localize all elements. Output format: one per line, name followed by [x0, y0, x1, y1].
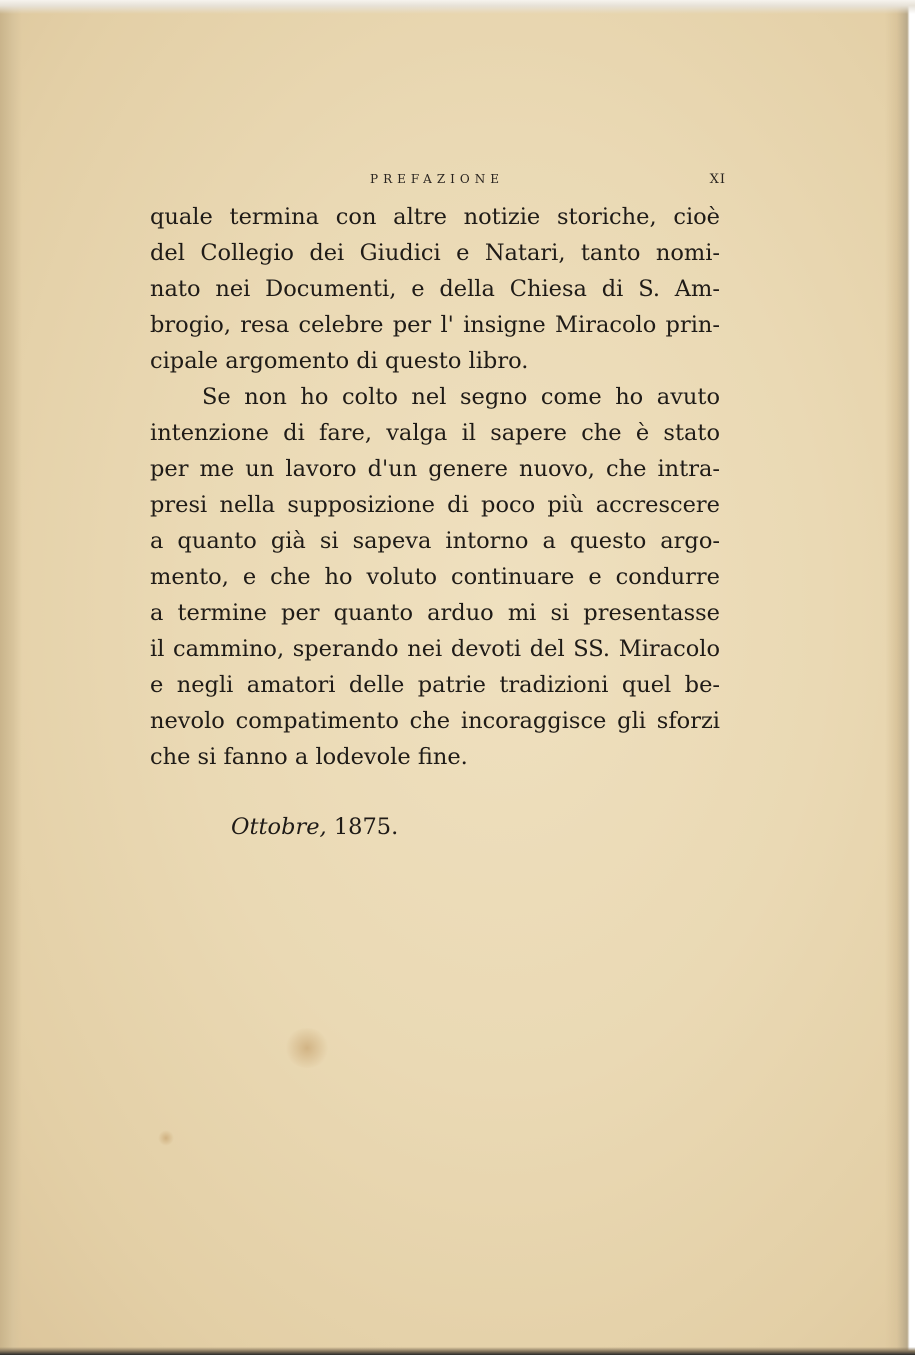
page-bottom-edge: [0, 1347, 915, 1355]
text-line: a quanto già si sapeva intorno a questo argo-: [150, 528, 720, 554]
text-line: brogio, resa celebre per l' insigne Miracolo prin-: [150, 312, 720, 338]
text-line: per me un lavoro d'un genere nuovo, che intra-: [150, 456, 720, 482]
page-gutter-shadow: [0, 0, 22, 1355]
dateline-month: Ottobre,: [231, 814, 327, 840]
paragraph-1: [150, 199, 720, 379]
paper-stain: [158, 1130, 174, 1146]
text-line: a termine per quanto arduo mi si presentasse: [150, 600, 720, 626]
body-text: [150, 199, 720, 775]
text-line: il cammino, sperando nei devoti del SS. Miracolo: [150, 636, 720, 662]
text-line: e negli amatori delle patrie tradizioni quel be-: [150, 672, 720, 698]
running-head: [150, 172, 726, 192]
page-right-edge: [885, 0, 915, 1355]
dateline: [231, 814, 398, 840]
running-head-title: PREFAZIONE: [370, 172, 504, 186]
text-line: che si fanno a lodevole fine.: [150, 744, 468, 770]
text-line: mento, e che ho voluto continuare e condurre: [150, 564, 720, 590]
text-line: quale termina con altre notizie storiche, cioè: [150, 204, 720, 230]
text-line: nevolo compatimento che incoraggisce gli sforzi: [150, 708, 720, 734]
text-line: intenzione di fare, valga il sapere che è stato: [150, 420, 720, 446]
text-line: del Collegio dei Giudici e Natari, tanto nomi-: [150, 240, 720, 266]
paper-stain: [284, 1028, 330, 1068]
text-line: Se non ho colto nel segno come ho avuto: [202, 384, 720, 410]
text-line: presi nella supposizione di poco più accrescere: [150, 492, 720, 518]
text-line: cipale argomento di questo libro.: [150, 348, 529, 374]
page-number: XI: [709, 172, 726, 187]
page-top-edge: [0, 0, 915, 14]
paragraph-2: [150, 379, 720, 775]
dateline-year: 1875.: [333, 814, 399, 840]
text-line: nato nei Documenti, e della Chiesa di S. Am-: [150, 276, 720, 302]
